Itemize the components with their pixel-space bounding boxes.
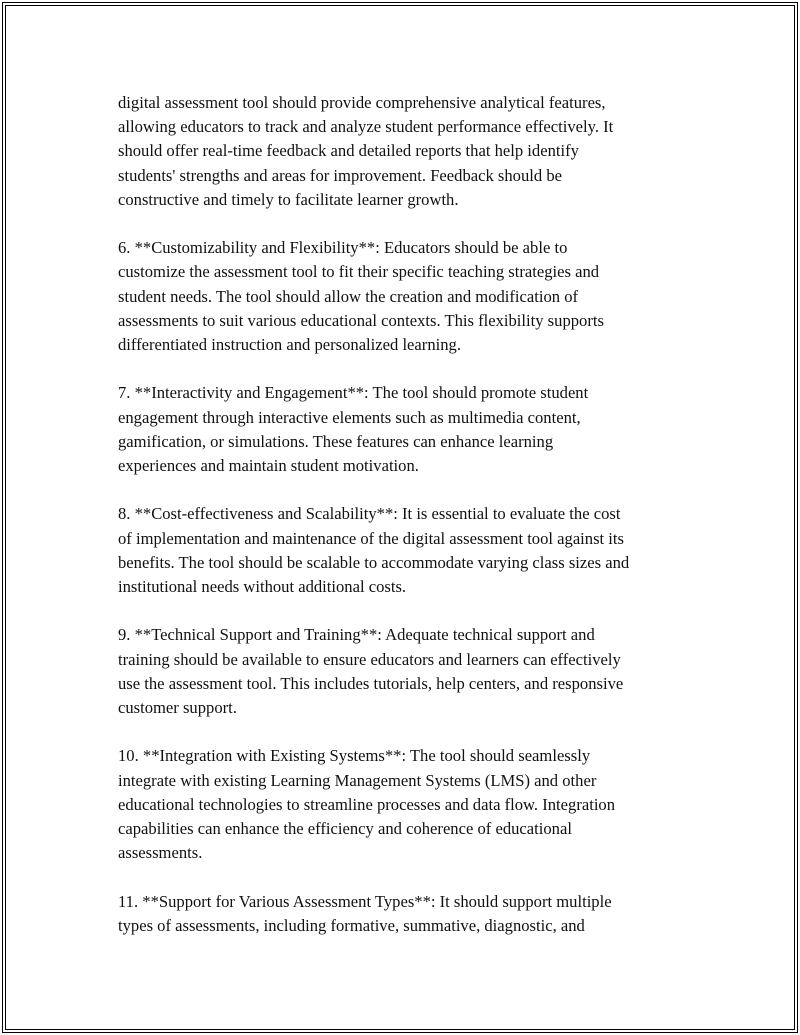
document-body <box>118 91 698 962</box>
paragraph-assessment-types: 11. **Support for Various Assessment Types**: It should support multiple types of assessments, including formative, summative, diagnostic, and <box>118 891 612 935</box>
paragraph-interactivity: 7. **Interactivity and Engagement**: The tool should promote student engagement through interactive elements such as multimedia content, gamification, or simulations. These features can enhance learning experiences and maintain student motivation. <box>118 383 589 476</box>
paragraph-analytics-continued: digital assessment tool should provide comprehensive analytical features, allowing educators to track and analyze student performance effectively. It should offer real-time feedback and detailed reports that help identify students' strengths and areas for improvement. Feedback should be constructive and timely to facilitate learner growth. <box>118 93 614 209</box>
paragraph-customizability: 6. **Customizability and Flexibility**: Educators should be able to customize the assessment tool to fit their specific teaching strategies and student needs. The tool should allow the creation and modification of assessments to suit various educational contexts. This flexibility supports differentiated instruction and personalized learning. <box>118 238 604 355</box>
paragraph-integration: 10. **Integration with Existing Systems**: The tool should seamlessly integrate with existing Learning Management Systems (LMS) and other educational technologies to streamline processes and data flow. Integration capabilities can enhance the efficiency and coherence of educational assessments. <box>118 746 616 863</box>
paragraph-technical-support: 9. **Technical Support and Training**: Adequate technical support and training should be available to ensure educators and learners can effectively use the assessment tool. This includes tutorials, help centers, and responsive customer support. <box>118 625 624 718</box>
paragraph-cost-effectiveness: 8. **Cost-effectiveness and Scalability**: It is essential to evaluate the cost of implementation and maintenance of the digital assessment tool against its benefits. The tool should be scalable to accommodate varying class sizes and institutional needs without additional costs. <box>118 504 630 597</box>
